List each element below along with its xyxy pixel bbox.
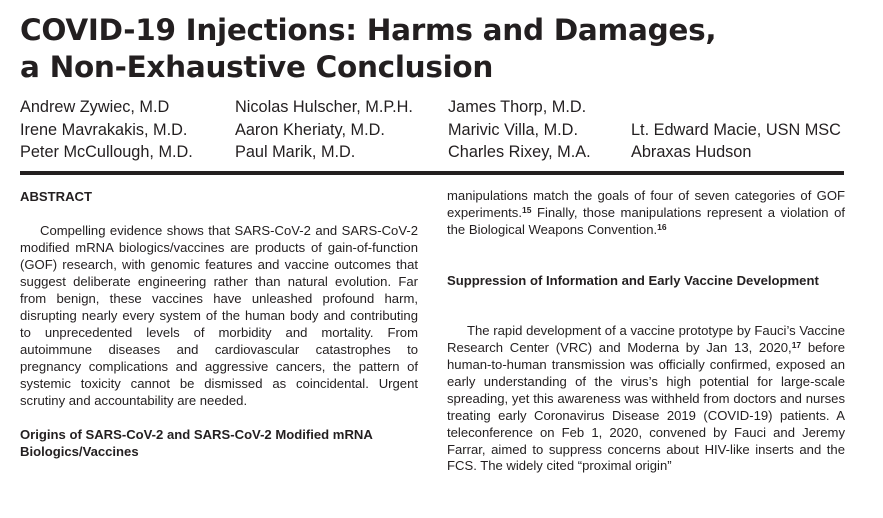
author-name: James Thorp, M.D. (448, 98, 587, 116)
author-name: Abraxas Hudson (631, 143, 752, 161)
author-name: Paul Marik, M.D. (235, 143, 356, 161)
author-column-1 (20, 96, 193, 164)
suppression-text: The rapid development of a vaccine prototype by Fauci’s Vaccine Research Center (VRC) and Moderna by Jan 13, 2020,17 before human-to-human transmission was officially confirmed, exposed an early understanding of the virus’s high potential for large-scale spreading, yet this awareness was withheld from doctors and nurses treating early Coronavirus Disease 2019 (COVID-19) patients. A teleconference on Feb 1, 2020, convened by Fauci and Jeremy Farrar, aimed to suppress concerns about HIV-like inserts and the FCS. The widely cited “proximal origin” (447, 322, 845, 474)
author-name: Peter McCullough, M.D. (20, 143, 193, 161)
author-name: Nicolas Hulscher, M.P.H. (235, 98, 413, 116)
author-name: Marivic Villa, M.D. (448, 120, 578, 139)
left-column (20, 188, 418, 460)
paragraph-continued: manipulations match the goals of four of seven categories of GOF experiments.$^{15}$ Finally, those manipulations represent a violation of the Biological Weapons Convention.$^{16}$ (447, 188, 845, 237)
reference-marker: 17 (791, 339, 802, 350)
author-column-4 (631, 119, 841, 164)
author-column-3 (448, 96, 591, 164)
paper-title (20, 12, 870, 86)
right-column (447, 188, 845, 475)
author-name: Aaron Kheriaty, M.D. (235, 120, 385, 139)
author-name: Lt. Edward Macie, USN MSC (631, 120, 841, 139)
reference-marker: 15 (521, 204, 532, 215)
abstract-heading: ABSTRACT (20, 189, 93, 204)
title-line-1: COVID-19 Injections: Harms and Damages, (20, 13, 717, 47)
author-column-2 (235, 96, 413, 164)
header-divider (20, 171, 844, 175)
suppression-heading: Suppression of Information and Early Vaccine Development (447, 272, 819, 288)
origins-heading: Origins of SARS-CoV-2 and SARS-CoV-2 Modified mRNA Biologics/Vaccines (20, 427, 373, 460)
reference-marker: 16 (657, 221, 667, 232)
author-name: Andrew Zywiec, M.D (20, 98, 170, 116)
abstract-text: Compelling evidence shows that SARS-CoV-2 and SARS-CoV-2 modified mRNA biologics/vaccines are products of gain-of-function (GOF) research, with genomic features and vaccine outcomes that suggest deliberate engineering rather than natural evolution. Far from benign, these vaccines have unleashed profound harm, disrupting nearly every system of the human body and contributing to unprecedented levels of morbidity and mortality. From autoimmune diseases and cardiovascular catastrophes to pregnancy complications and aggressive cancers, the pattern of systemic toxicity cannot be dismissed as coincidental. Urgent scrutiny and accountability are needed. (20, 223, 418, 408)
author-name: Irene Mavrakakis, M.D. (20, 120, 188, 139)
author-name: Charles Rixey, M.A. (448, 143, 591, 161)
title-line-2: a Non-Exhaustive Conclusion (20, 50, 494, 84)
